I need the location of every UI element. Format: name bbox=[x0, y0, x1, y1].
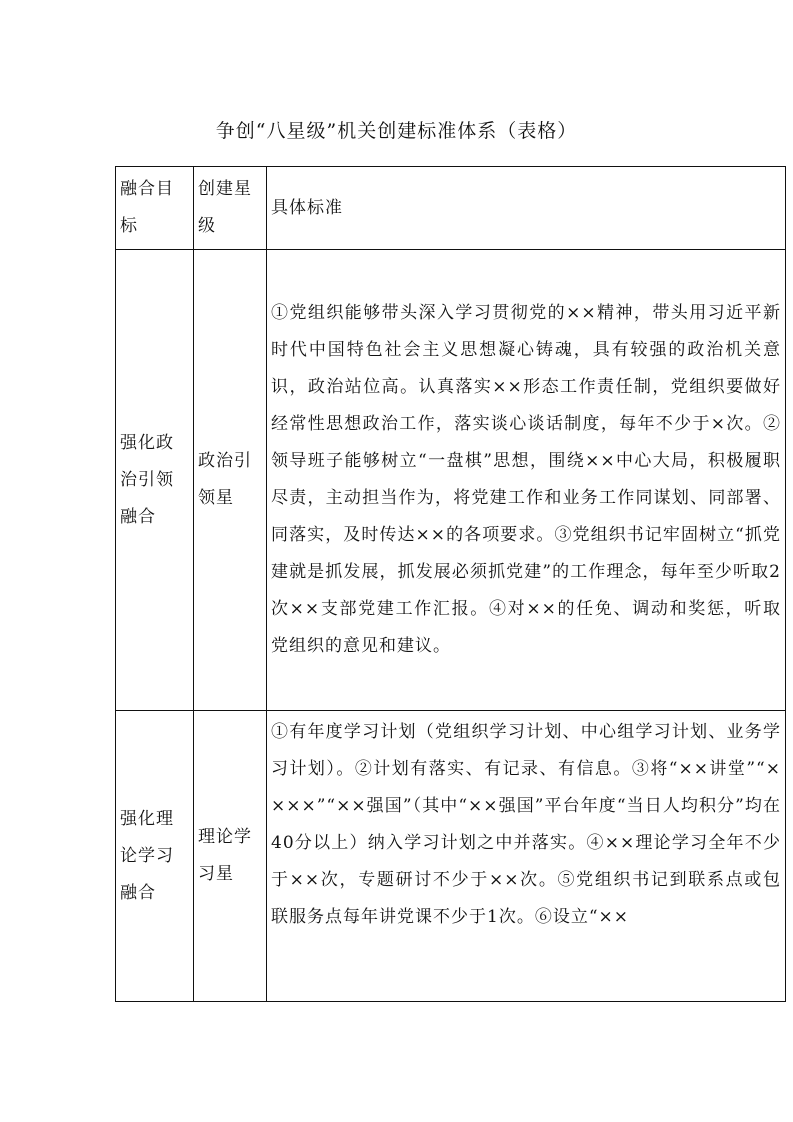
standards-table bbox=[115, 166, 786, 1002]
header-star: 创建星级 bbox=[194, 167, 267, 250]
header-standard: 具体标准 bbox=[267, 167, 786, 250]
table-header-row bbox=[116, 167, 786, 250]
standard-text: ①有年度学习计划（党组织学习计划、中心组学习计划、业务学习计划）。②计划有落实、有记录、有信息。③将“××讲堂”“××××”“××强国”（其中“××强国”平台年度“当日人均积分”均在40分以上）纳入学习计划之中并落实。④××理论学习全年不少于××次，专题研讨不少于××次。⑤党组织书记到联系点或包联服务点每年讲党课不少于1次。⑥设立“×× bbox=[271, 722, 781, 927]
page-title: 争创“八星级”机关创建标准体系（表格） bbox=[215, 120, 578, 142]
table-row bbox=[116, 250, 786, 711]
table-row bbox=[116, 711, 786, 1002]
standard-cell: ①党组织能够带头深入学习贯彻党的××精神，带头用习近平新时代中国特色社会主义思想凝心铸魂，具有较强的政治机关意识，政治站位高。认真落实××形态工作责任制，党组织要做好经常性思想政治工作，落实谈心谈话制度，每年不少于×次。②领导班子能够树立“一盘棋”思想，围绕××中心大局，积极履职尽责，主动担当作为，将党建工作和业务工作同谋划、同部署、同落实，及时传达××的各项要求。③党组织书记牢固树立“抓党建就是抓发展，抓发展必须抓党建”的工作理念，每年至少听取2次××支部党建工作汇报。④对××的任免、调动和奖惩，听取党组织的意见和建议。 bbox=[267, 250, 786, 711]
star-cell: 理论学习星 bbox=[194, 711, 267, 1002]
standard-cell bbox=[267, 711, 786, 1002]
star-cell: 政治引领星 bbox=[194, 250, 267, 711]
goal-cell: 强化理论学习融合 bbox=[116, 711, 194, 1002]
header-goal: 融合目标 bbox=[116, 167, 194, 250]
goal-cell: 强化政治引领融合 bbox=[116, 250, 194, 711]
